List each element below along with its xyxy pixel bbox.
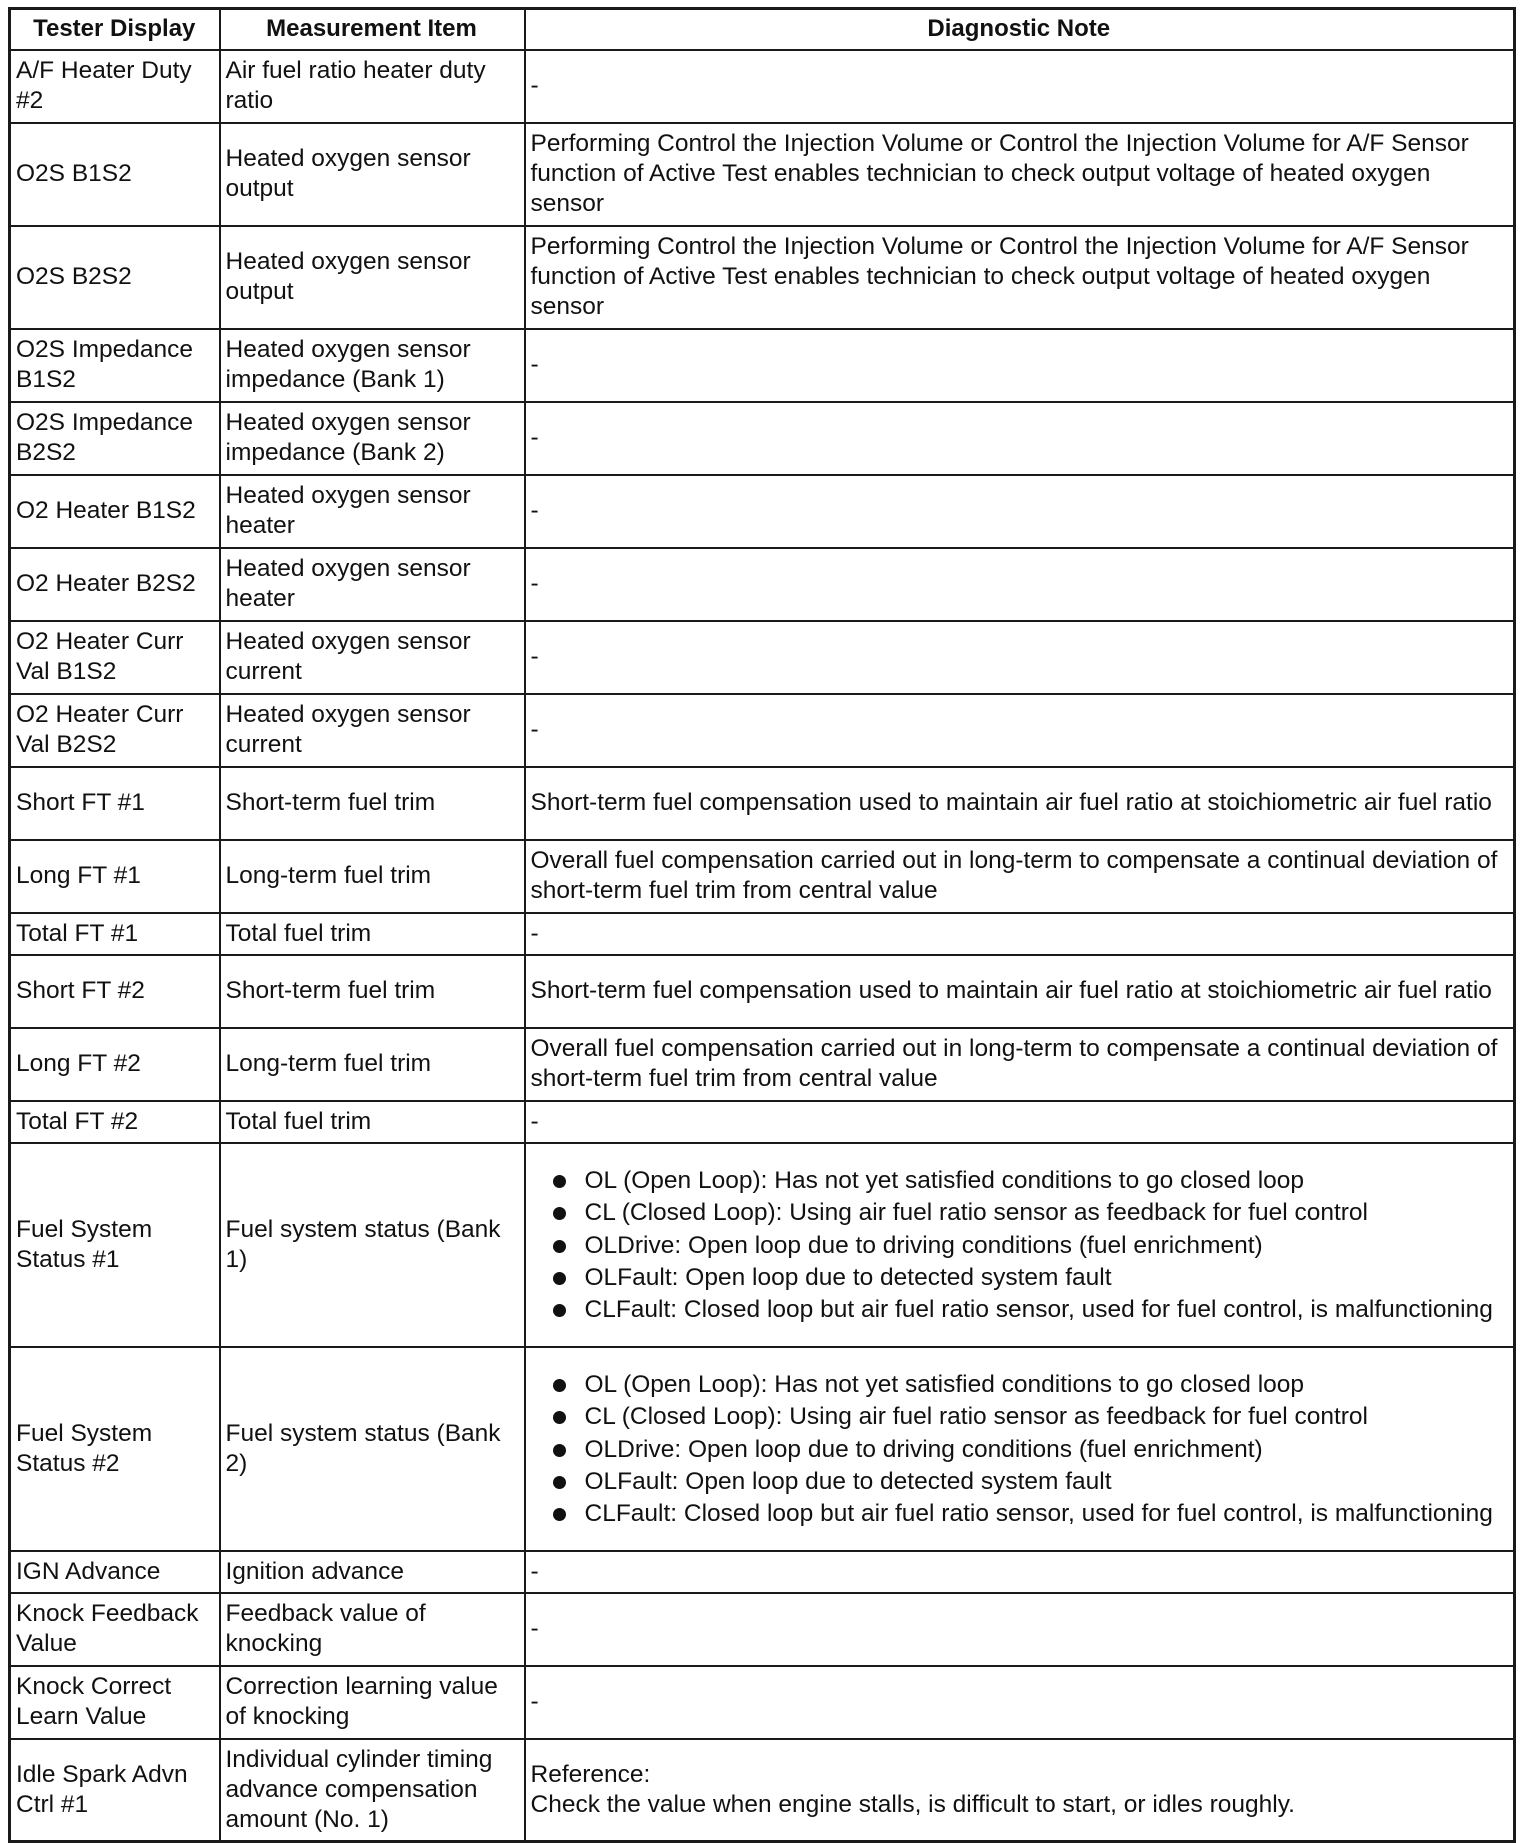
table-row <box>10 1593 1515 1666</box>
table-row <box>10 402 1515 475</box>
diagnostic-note-cell: - <box>525 1593 1515 1666</box>
measurement-item-cell: Heated oxygen sensor heater <box>220 475 525 548</box>
diagnostic-note-cell: Overall fuel compensation carried out in long-term to compensate a continual deviation of short-term fuel trim from central value <box>525 840 1515 913</box>
table-row <box>10 621 1515 694</box>
tester-display-cell: Short FT #2 <box>10 955 220 1028</box>
table-row <box>10 475 1515 548</box>
header-diagnostic-note: Diagnostic Note <box>525 9 1515 50</box>
measurement-item-cell: Total fuel trim <box>220 913 525 955</box>
diagnostic-note-cell: - <box>525 50 1515 123</box>
measurement-item-cell: Air fuel ratio heater duty ratio <box>220 50 525 123</box>
tester-display-cell: A/F Heater Duty #2 <box>10 50 220 123</box>
diagnostic-note-cell: - <box>525 621 1515 694</box>
diagnostic-note-cell: Short-term fuel compensation used to maintain air fuel ratio at stoichiometric air fuel ratio <box>525 767 1515 840</box>
table-row <box>10 226 1515 329</box>
table-row <box>10 694 1515 767</box>
diagnostic-note-cell: - <box>525 694 1515 767</box>
diagnostic-note-cell: - <box>525 402 1515 475</box>
diagnostic-note-cell: Performing Control the Injection Volume or Control the Injection Volume for A/F Sensor function of Active Test enables technician to check output voltage of heated oxygen sensor <box>525 123 1515 226</box>
tester-display-cell: O2S Impedance B1S2 <box>10 329 220 402</box>
measurement-item-cell: Individual cylinder timing advance compensation amount (No. 1) <box>220 1739 525 1842</box>
list-item: CL (Closed Loop): Using air fuel ratio sensor as feedback for fuel control <box>551 1401 1508 1434</box>
tester-display-cell: Long FT #1 <box>10 840 220 913</box>
measurement-item-cell: Heated oxygen sensor impedance (Bank 2) <box>220 402 525 475</box>
table-row <box>10 840 1515 913</box>
diagnostic-note-cell <box>525 1347 1515 1551</box>
tester-display-cell: O2 Heater Curr Val B2S2 <box>10 694 220 767</box>
diagnostic-note-cell: Short-term fuel compensation used to maintain air fuel ratio at stoichiometric air fuel ratio <box>525 955 1515 1028</box>
measurement-item-cell: Heated oxygen sensor output <box>220 226 525 329</box>
tester-display-cell: Idle Spark Advn Ctrl #1 <box>10 1739 220 1842</box>
reference-label: Reference: <box>530 1760 651 1788</box>
fuel-status-list <box>531 1165 1508 1325</box>
table-row <box>10 955 1515 1028</box>
tester-display-cell: Total FT #1 <box>10 913 220 955</box>
table-row <box>10 767 1515 840</box>
diagnostic-note-cell: - <box>525 1101 1515 1143</box>
list-item: CLFault: Closed loop but air fuel ratio sensor, used for fuel control, is malfunctioning <box>551 1295 1508 1325</box>
tester-display-cell: Knock Correct Learn Value <box>10 1666 220 1739</box>
reference-text: Check the value when engine stalls, is difficult to start, or idles roughly. <box>530 1790 1295 1818</box>
measurement-item-cell: Short-term fuel trim <box>220 767 525 840</box>
tester-display-cell: O2 Heater B1S2 <box>10 475 220 548</box>
list-item: OLDrive: Open loop due to driving conditions (fuel enrichment) <box>551 1230 1508 1263</box>
header-row <box>10 9 1515 50</box>
measurement-item-cell: Correction learning value of knocking <box>220 1666 525 1739</box>
diagnostic-note-cell: - <box>525 329 1515 402</box>
list-item: OLFault: Open loop due to detected system fault <box>551 1466 1508 1499</box>
table-row <box>10 1028 1515 1101</box>
measurement-item-cell: Ignition advance <box>220 1551 525 1593</box>
measurement-item-cell: Total fuel trim <box>220 1101 525 1143</box>
tester-display-cell: Long FT #2 <box>10 1028 220 1101</box>
table-row <box>10 548 1515 621</box>
tester-display-cell: O2S Impedance B2S2 <box>10 402 220 475</box>
measurement-item-cell: Heated oxygen sensor current <box>220 621 525 694</box>
tester-display-cell: Total FT #2 <box>10 1101 220 1143</box>
measurement-item-cell: Heated oxygen sensor heater <box>220 548 525 621</box>
table-row <box>10 1666 1515 1739</box>
diagnostic-note-cell <box>525 1739 1515 1842</box>
tester-display-cell: Knock Feedback Value <box>10 1593 220 1666</box>
list-item: CLFault: Closed loop but air fuel ratio sensor, used for fuel control, is malfunctioning <box>551 1499 1508 1529</box>
diagnostic-note-cell: - <box>525 1666 1515 1739</box>
tester-display-cell: O2S B2S2 <box>10 226 220 329</box>
diagnostic-note-cell <box>525 1143 1515 1347</box>
fuel-status-list <box>531 1369 1508 1529</box>
list-item: OL (Open Loop): Has not yet satisfied conditions to go closed loop <box>551 1369 1508 1402</box>
tester-display-cell: Fuel System Status #2 <box>10 1347 220 1551</box>
diagnostic-note-cell: - <box>525 913 1515 955</box>
diagnostic-note-cell: Performing Control the Injection Volume or Control the Injection Volume for A/F Sensor function of Active Test enables technician to check output voltage of heated oxygen sensor <box>525 226 1515 329</box>
measurement-item-cell: Fuel system status (Bank 1) <box>220 1143 525 1347</box>
header-tester-display: Tester Display <box>10 9 220 50</box>
tester-display-cell: O2 Heater Curr Val B1S2 <box>10 621 220 694</box>
header-measurement-item: Measurement Item <box>220 9 525 50</box>
tester-display-cell: O2S B1S2 <box>10 123 220 226</box>
measurement-item-cell: Short-term fuel trim <box>220 955 525 1028</box>
measurement-item-cell: Heated oxygen sensor current <box>220 694 525 767</box>
measurement-item-cell: Heated oxygen sensor output <box>220 123 525 226</box>
list-item: OLFault: Open loop due to detected system fault <box>551 1262 1508 1295</box>
tester-display-cell: IGN Advance <box>10 1551 220 1593</box>
diagnostic-note-cell: - <box>525 475 1515 548</box>
table-row <box>10 1101 1515 1143</box>
measurement-item-cell: Long-term fuel trim <box>220 840 525 913</box>
table-row <box>10 1143 1515 1347</box>
tester-display-cell: Short FT #1 <box>10 767 220 840</box>
table-row <box>10 329 1515 402</box>
diagnostic-note-cell: Overall fuel compensation carried out in long-term to compensate a continual deviation of short-term fuel trim from central value <box>525 1028 1515 1101</box>
list-item: OLDrive: Open loop due to driving conditions (fuel enrichment) <box>551 1434 1508 1467</box>
diagnostic-note-cell: - <box>525 548 1515 621</box>
table-row <box>10 123 1515 226</box>
tester-display-cell: Fuel System Status #1 <box>10 1143 220 1347</box>
diagnostic-note-cell: - <box>525 1551 1515 1593</box>
list-item: CL (Closed Loop): Using air fuel ratio sensor as feedback for fuel control <box>551 1197 1508 1230</box>
table-row <box>10 1347 1515 1551</box>
list-item: OL (Open Loop): Has not yet satisfied conditions to go closed loop <box>551 1165 1508 1198</box>
table-row <box>10 1551 1515 1593</box>
table-row <box>10 1739 1515 1842</box>
table-row <box>10 913 1515 955</box>
measurement-item-cell: Long-term fuel trim <box>220 1028 525 1101</box>
measurement-item-cell: Feedback value of knocking <box>220 1593 525 1666</box>
measurement-item-cell: Fuel system status (Bank 2) <box>220 1347 525 1551</box>
measurement-item-cell: Heated oxygen sensor impedance (Bank 1) <box>220 329 525 402</box>
tester-display-cell: O2 Heater B2S2 <box>10 548 220 621</box>
data-list-table <box>8 7 1516 1843</box>
table-row <box>10 50 1515 123</box>
